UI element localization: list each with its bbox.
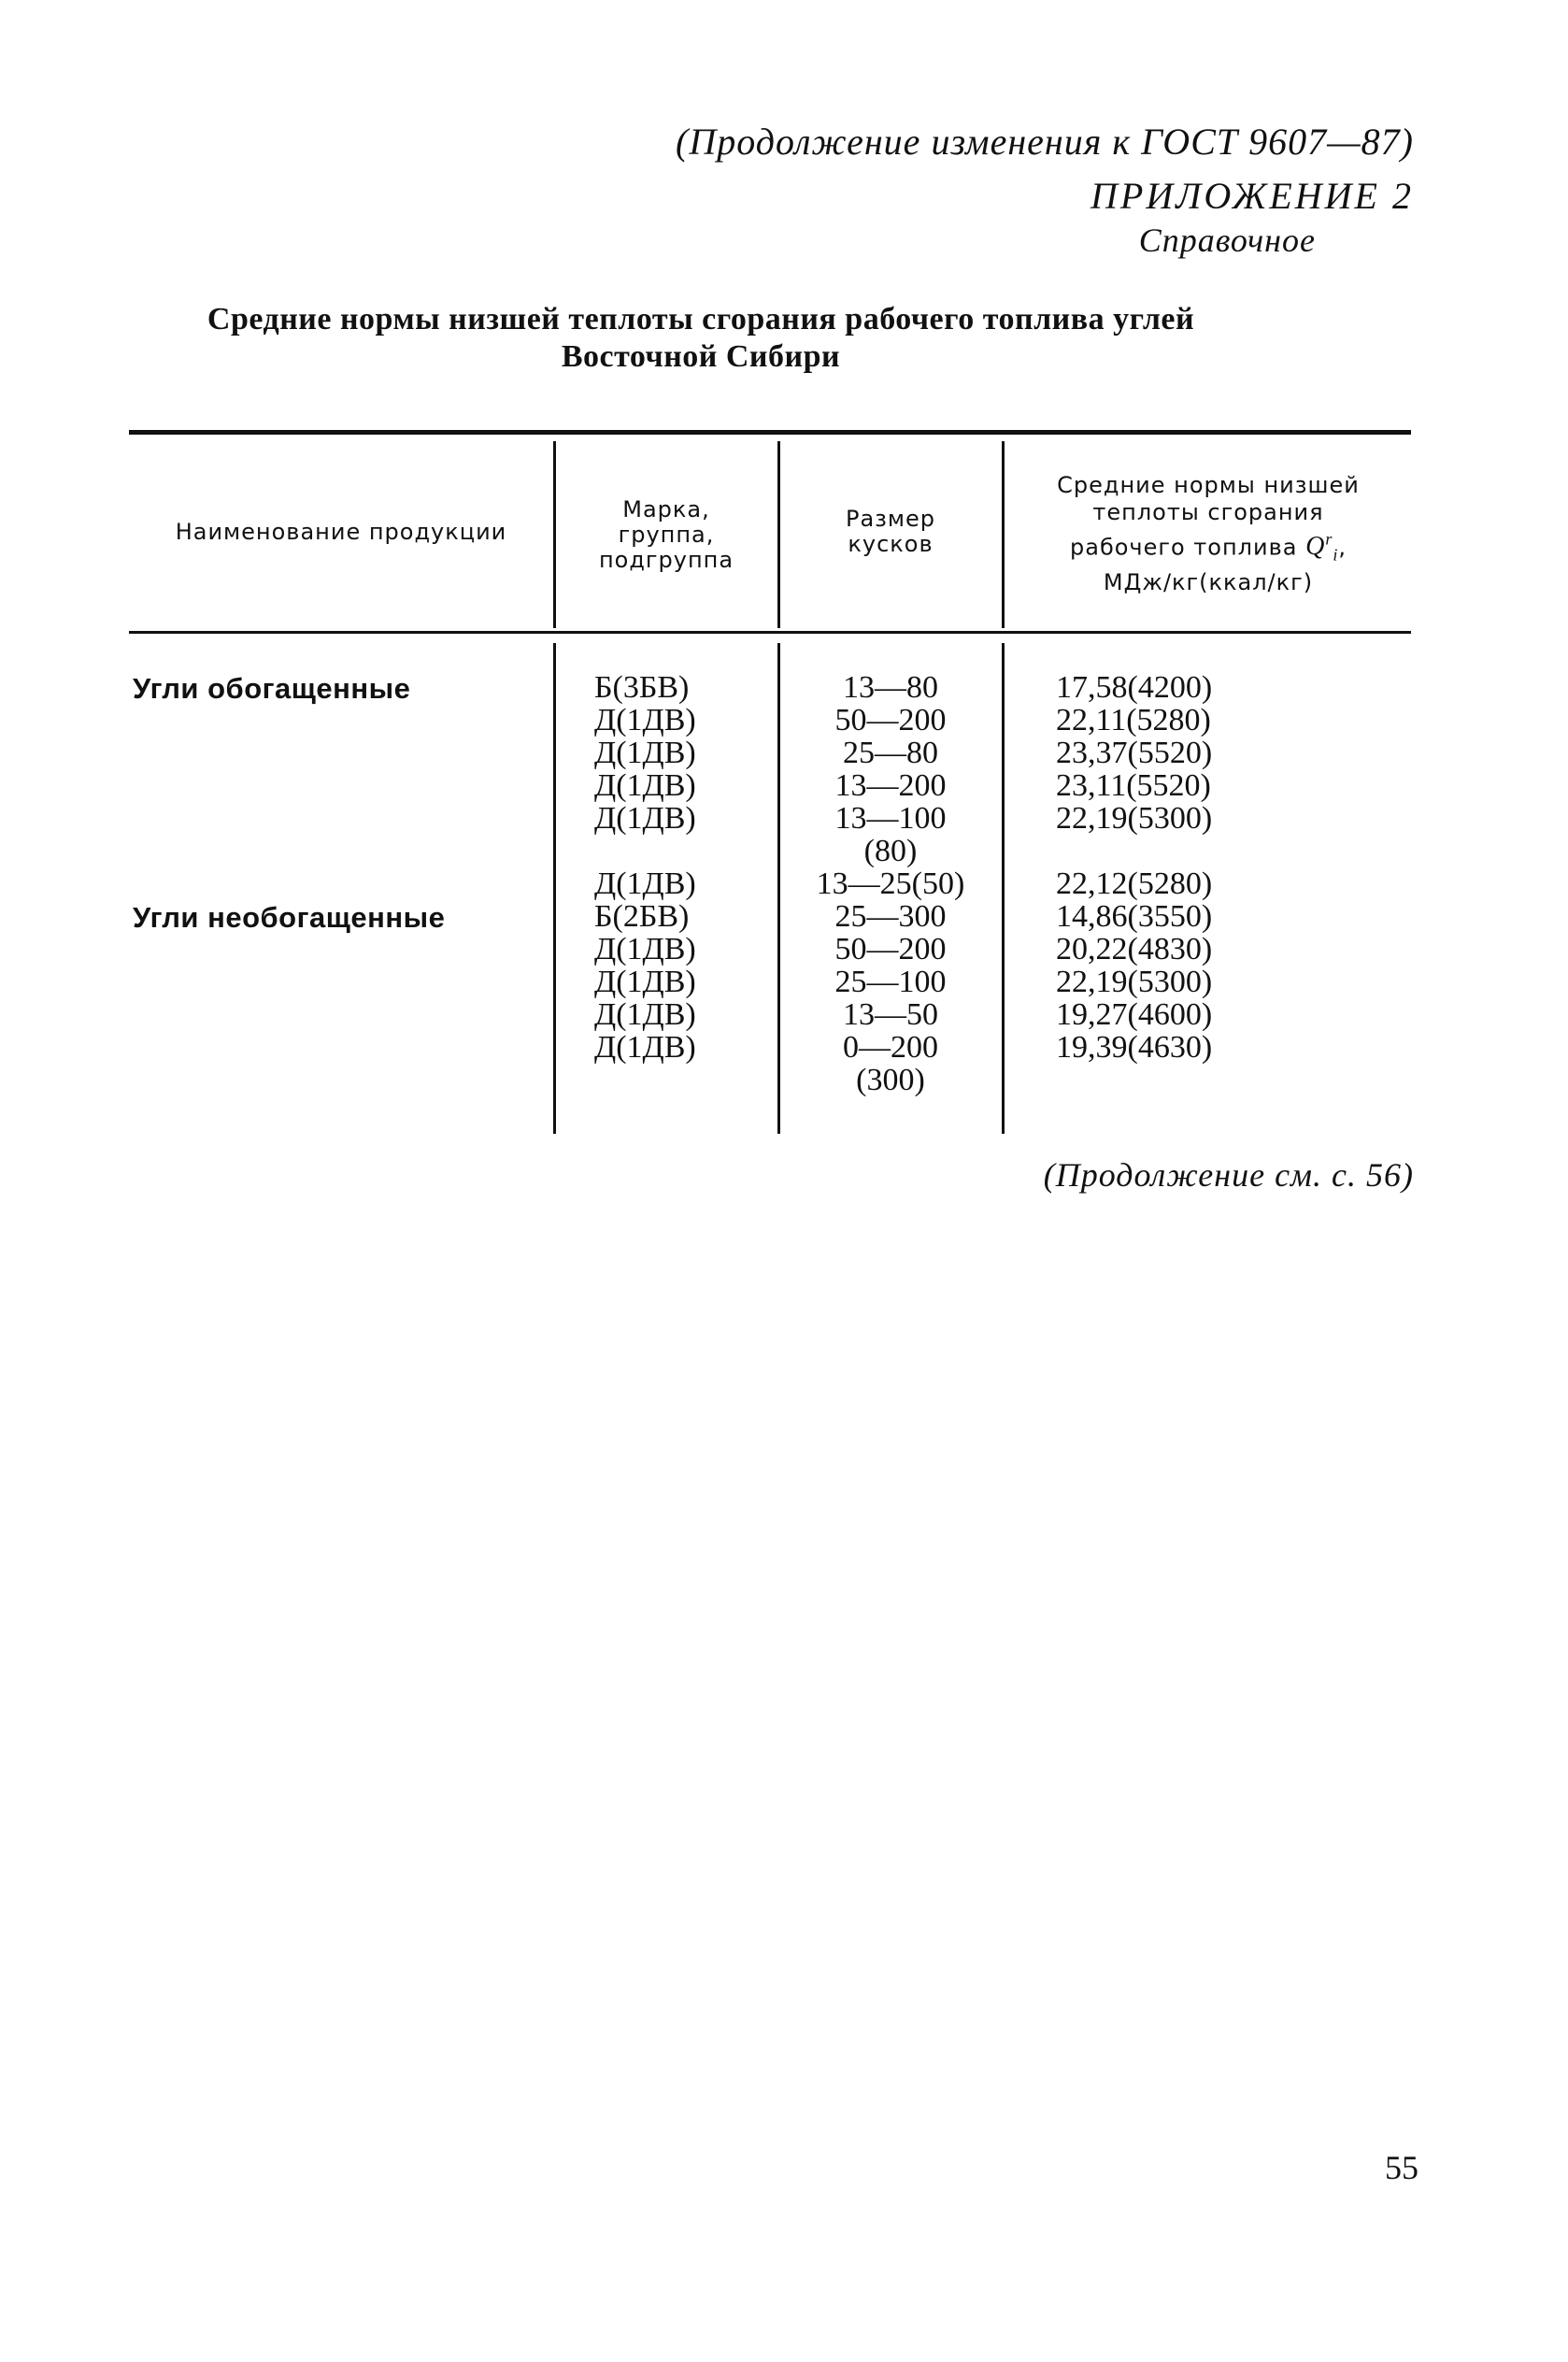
column-header-heat-line: теплоты сгорания	[1092, 499, 1324, 525]
product-group-unenriched: Угли необогащенные	[133, 901, 446, 934]
grade-cell: Д(1ДВ)	[594, 703, 696, 737]
heat-value-cell: 22,12(5280)	[1056, 866, 1213, 901]
grade-cell: Д(1ДВ)	[594, 736, 696, 770]
column-header-product-name: Наименование продукции	[175, 519, 507, 545]
grade-cell: Д(1ДВ)	[594, 932, 696, 966]
column-header-grade-line: подгруппа	[598, 547, 734, 573]
column-header-heat-line	[1005, 526, 1411, 569]
size-cell: 13—200	[834, 768, 947, 803]
column-header-grade-line: группа,	[618, 522, 715, 548]
table-title-line-2: Восточной Сибири	[561, 339, 841, 374]
size-cell: (300)	[856, 1063, 925, 1097]
heat-symbol	[1305, 530, 1339, 565]
heat-symbol-sub: i	[1333, 545, 1339, 565]
size-cell: 50—200	[834, 703, 947, 737]
product-group-enriched: Угли обогащенные	[133, 672, 411, 705]
heat-value-cell: 19,39(4630)	[1056, 1030, 1213, 1065]
column-header-heat-line: Средние нормы низшей	[1057, 472, 1360, 498]
column-header-heat-value	[1005, 472, 1411, 596]
body-divider-3	[1002, 643, 1005, 1134]
grade-cell: Д(1ДВ)	[594, 1030, 696, 1065]
heat-value-cell: 14,86(3550)	[1056, 899, 1213, 934]
column-header-grade	[557, 497, 776, 573]
size-cell: 13—100	[834, 801, 947, 836]
size-cell: 25—80	[843, 736, 938, 770]
body-divider-1	[553, 643, 556, 1134]
size-cell: 13—50	[843, 997, 938, 1032]
grade-cell: Д(1ДВ)	[594, 801, 696, 836]
table-header-rule	[129, 631, 1411, 634]
header-divider-1	[553, 441, 556, 628]
column-header-size-line: Размер	[845, 506, 936, 532]
grade-cell: Д(1ДВ)	[594, 866, 696, 901]
header-divider-3	[1002, 441, 1005, 628]
continuation-note-bottom: (Продолжение см. с. 56)	[1043, 1156, 1414, 1194]
grade-cell: Б(2БВ)	[594, 899, 690, 934]
size-cell: 50—200	[834, 932, 947, 966]
column-header-heat-line: МДж/кг(ккал/кг)	[1103, 568, 1314, 595]
reference-label: Справочное	[1138, 222, 1316, 259]
heat-value-cell: 23,11(5520)	[1056, 768, 1211, 803]
heat-symbol-letter: Q	[1305, 532, 1326, 562]
table-title-line-1: Средние нормы низшей теплоты сгорания рабочего топлива углей	[207, 302, 1195, 336]
page-number: 55	[1385, 2149, 1418, 2186]
heat-value-cell: 22,11(5280)	[1056, 703, 1211, 737]
grade-cell: Д(1ДВ)	[594, 997, 696, 1032]
column-header-grade-line: Марка,	[622, 496, 710, 523]
grade-cell: Б(3БВ)	[594, 670, 690, 705]
heat-value-cell: 20,22(4830)	[1056, 932, 1213, 966]
table-top-rule	[129, 430, 1411, 435]
size-cell: 0—200	[843, 1030, 938, 1065]
appendix-label: ПРИЛОЖЕНИЕ 2	[1090, 175, 1414, 217]
header-divider-2	[777, 441, 780, 628]
heat-value-cell: 22,19(5300)	[1056, 801, 1213, 836]
size-cell: 13—25(50)	[816, 866, 965, 901]
heat-value-cell: 22,19(5300)	[1056, 965, 1213, 999]
heat-header-suffix: ,	[1338, 534, 1347, 561]
continuation-note-top: (Продолжение изменения к ГОСТ 9607—87)	[676, 121, 1414, 163]
heat-value-cell: 23,37(5520)	[1056, 736, 1213, 770]
table-title	[0, 301, 1402, 376]
heat-symbol-sup: r	[1325, 530, 1333, 549]
size-cell: 25—100	[834, 965, 947, 999]
size-cell: (80)	[863, 834, 918, 868]
column-header-size	[781, 507, 1000, 557]
heat-value-cell: 19,27(4600)	[1056, 997, 1213, 1032]
size-cell: 25—300	[834, 899, 947, 934]
body-divider-2	[777, 643, 780, 1134]
grade-cell: Д(1ДВ)	[594, 965, 696, 999]
size-cell: 13—80	[843, 670, 938, 705]
heat-value-cell: 17,58(4200)	[1056, 670, 1213, 705]
grade-cell: Д(1ДВ)	[594, 768, 696, 803]
column-header-size-line: кусков	[848, 531, 934, 557]
heat-header-prefix: рабочего топлива	[1070, 534, 1298, 561]
